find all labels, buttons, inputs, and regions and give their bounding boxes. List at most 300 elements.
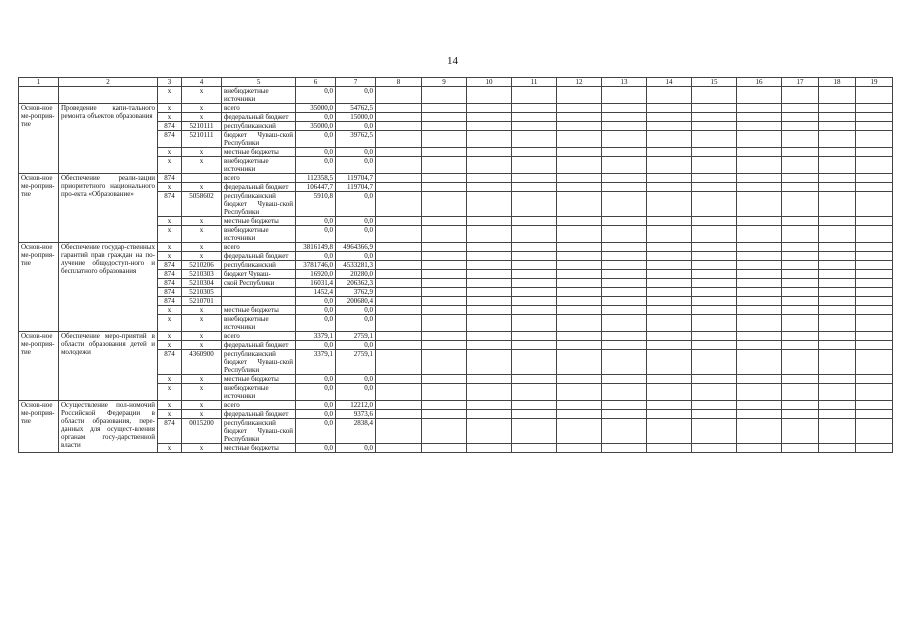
funding-source-cell: внебюджетные источники xyxy=(222,315,296,332)
empty-cell xyxy=(737,350,782,375)
empty-cell xyxy=(557,183,602,192)
empty-cell xyxy=(782,174,819,183)
empty-cell xyxy=(692,419,737,444)
empty-cell xyxy=(819,113,856,122)
empty-cell xyxy=(737,252,782,261)
amount-col7-cell: 0,0 xyxy=(336,341,376,350)
empty-cell xyxy=(692,148,737,157)
empty-cell xyxy=(856,192,893,217)
empty-cell xyxy=(647,419,692,444)
admin-code-cell: 874 xyxy=(158,270,182,279)
empty-cell xyxy=(782,87,819,104)
funding-source-cell: федеральный бюджет xyxy=(222,252,296,261)
admin-code-cell: x xyxy=(158,217,182,226)
empty-cell xyxy=(819,87,856,104)
funding-source-cell: внебюджетные источники xyxy=(222,384,296,401)
budget-code-cell: 5210111 xyxy=(182,131,222,148)
empty-cell xyxy=(856,419,893,444)
empty-cell xyxy=(692,332,737,341)
empty-cell xyxy=(467,148,512,157)
empty-cell xyxy=(647,113,692,122)
empty-cell xyxy=(512,183,557,192)
empty-cell xyxy=(692,122,737,131)
amount-col6-cell: 0,0 xyxy=(296,252,336,261)
empty-cell xyxy=(467,350,512,375)
funding-source-cell: всего xyxy=(222,332,296,341)
empty-cell xyxy=(647,444,692,453)
empty-cell xyxy=(602,174,647,183)
empty-cell xyxy=(602,217,647,226)
empty-cell xyxy=(647,183,692,192)
empty-cell xyxy=(737,148,782,157)
amount-col7-cell: 9373,6 xyxy=(336,410,376,419)
empty-cell xyxy=(557,410,602,419)
empty-cell xyxy=(737,104,782,113)
empty-cell xyxy=(376,148,422,157)
empty-cell xyxy=(692,87,737,104)
column-number: 13 xyxy=(602,78,647,87)
empty-cell xyxy=(422,384,467,401)
admin-code-cell: x xyxy=(158,148,182,157)
empty-cell xyxy=(376,226,422,243)
empty-cell xyxy=(692,375,737,384)
amount-col6-cell: 106447,7 xyxy=(296,183,336,192)
empty-cell xyxy=(467,444,512,453)
empty-cell xyxy=(422,104,467,113)
empty-cell xyxy=(782,444,819,453)
amount-col7-cell: 0,0 xyxy=(336,226,376,243)
empty-cell xyxy=(782,226,819,243)
empty-cell xyxy=(422,332,467,341)
empty-cell xyxy=(819,315,856,332)
empty-cell xyxy=(782,122,819,131)
budget-code-cell: 5210303 xyxy=(182,270,222,279)
empty-cell xyxy=(557,297,602,306)
empty-cell xyxy=(856,315,893,332)
funding-source-cell: всего xyxy=(222,243,296,252)
empty-cell xyxy=(422,341,467,350)
measure-type-cell xyxy=(19,87,59,104)
empty-cell xyxy=(647,288,692,297)
amount-col7-cell: 2759,1 xyxy=(336,332,376,341)
empty-cell xyxy=(819,183,856,192)
empty-cell xyxy=(856,157,893,174)
column-number: 5 xyxy=(222,78,296,87)
empty-cell xyxy=(512,252,557,261)
empty-cell xyxy=(856,332,893,341)
empty-cell xyxy=(737,401,782,410)
funding-source-cell: местные бюджеты xyxy=(222,306,296,315)
budget-code-cell: x xyxy=(182,444,222,453)
empty-cell xyxy=(422,297,467,306)
empty-cell xyxy=(856,270,893,279)
empty-cell xyxy=(737,87,782,104)
empty-cell xyxy=(512,104,557,113)
amount-col7-cell: 0,0 xyxy=(336,157,376,174)
empty-cell xyxy=(512,131,557,148)
empty-cell xyxy=(467,288,512,297)
empty-cell xyxy=(819,279,856,288)
empty-cell xyxy=(602,87,647,104)
empty-cell xyxy=(737,217,782,226)
empty-cell xyxy=(692,288,737,297)
funding-source-cell: республиканский бюджет Чуваш-ской Республики xyxy=(222,419,296,444)
empty-cell xyxy=(512,341,557,350)
empty-cell xyxy=(602,183,647,192)
empty-cell xyxy=(376,306,422,315)
empty-cell xyxy=(856,306,893,315)
funding-source-cell: федеральный бюджет xyxy=(222,113,296,122)
amount-col6-cell: 0,0 xyxy=(296,384,336,401)
empty-cell xyxy=(782,306,819,315)
empty-cell xyxy=(376,350,422,375)
budget-code-cell: 5210305 xyxy=(182,288,222,297)
empty-cell xyxy=(422,174,467,183)
amount-col7-cell: 0,0 xyxy=(336,444,376,453)
empty-cell xyxy=(647,131,692,148)
empty-cell xyxy=(467,122,512,131)
budget-code-cell: x xyxy=(182,306,222,315)
amount-col7-cell: 119704,7 xyxy=(336,183,376,192)
empty-cell xyxy=(602,419,647,444)
funding-source-cell xyxy=(222,297,296,306)
empty-cell xyxy=(782,401,819,410)
admin-code-cell: 874 xyxy=(158,288,182,297)
empty-cell xyxy=(647,279,692,288)
empty-cell xyxy=(647,350,692,375)
amount-col7-cell: 0,0 xyxy=(336,252,376,261)
empty-cell xyxy=(376,315,422,332)
empty-cell xyxy=(467,341,512,350)
empty-cell xyxy=(647,332,692,341)
admin-code-cell: x xyxy=(158,252,182,261)
empty-cell xyxy=(737,384,782,401)
empty-cell xyxy=(737,131,782,148)
empty-cell xyxy=(856,243,893,252)
admin-code-cell: x xyxy=(158,157,182,174)
admin-code-cell: x xyxy=(158,104,182,113)
amount-col7-cell: 0,0 xyxy=(336,148,376,157)
column-number: 4 xyxy=(182,78,222,87)
admin-code-cell: x xyxy=(158,243,182,252)
empty-cell xyxy=(782,252,819,261)
empty-cell xyxy=(557,270,602,279)
empty-cell xyxy=(376,375,422,384)
empty-cell xyxy=(692,350,737,375)
empty-cell xyxy=(647,306,692,315)
empty-cell xyxy=(512,401,557,410)
admin-code-cell: x xyxy=(158,341,182,350)
empty-cell xyxy=(819,270,856,279)
empty-cell xyxy=(376,410,422,419)
funding-source-cell: внебюджетные источники xyxy=(222,87,296,104)
empty-cell xyxy=(692,217,737,226)
empty-cell xyxy=(856,87,893,104)
funding-source-cell: внебюджетные источники xyxy=(222,226,296,243)
empty-cell xyxy=(782,192,819,217)
budget-code-cell: x xyxy=(182,157,222,174)
empty-cell xyxy=(557,157,602,174)
empty-cell xyxy=(376,332,422,341)
empty-cell xyxy=(737,332,782,341)
admin-code-cell: 874 xyxy=(158,297,182,306)
empty-cell xyxy=(819,226,856,243)
empty-cell xyxy=(422,87,467,104)
empty-cell xyxy=(737,183,782,192)
amount-col7-cell: 200680,4 xyxy=(336,297,376,306)
empty-cell xyxy=(737,192,782,217)
budget-code-cell: x xyxy=(182,217,222,226)
empty-cell xyxy=(782,315,819,332)
measure-type-cell: Основ-ное ме-роприя-тие xyxy=(19,104,59,174)
empty-cell xyxy=(376,183,422,192)
empty-cell xyxy=(557,104,602,113)
empty-cell xyxy=(557,444,602,453)
empty-cell xyxy=(467,297,512,306)
empty-cell xyxy=(856,217,893,226)
admin-code-cell: x xyxy=(158,444,182,453)
measure-type-cell: Основ-ное ме-роприя-тие xyxy=(19,332,59,401)
empty-cell xyxy=(602,157,647,174)
empty-cell xyxy=(557,306,602,315)
funding-source-cell: всего xyxy=(222,104,296,113)
page-number: 14 xyxy=(447,55,458,67)
empty-cell xyxy=(422,401,467,410)
column-number: 9 xyxy=(422,78,467,87)
empty-cell xyxy=(467,384,512,401)
empty-cell xyxy=(376,401,422,410)
empty-cell xyxy=(647,252,692,261)
empty-cell xyxy=(819,419,856,444)
empty-cell xyxy=(856,401,893,410)
empty-cell xyxy=(692,243,737,252)
empty-cell xyxy=(856,288,893,297)
empty-cell xyxy=(737,279,782,288)
empty-cell xyxy=(557,375,602,384)
empty-cell xyxy=(602,270,647,279)
empty-cell xyxy=(512,148,557,157)
funding-source-cell: местные бюджеты xyxy=(222,148,296,157)
funding-source-cell: внебюджетные источники xyxy=(222,157,296,174)
empty-cell xyxy=(692,174,737,183)
empty-cell xyxy=(737,157,782,174)
empty-cell xyxy=(467,217,512,226)
empty-cell xyxy=(557,226,602,243)
empty-cell xyxy=(782,270,819,279)
empty-cell xyxy=(557,279,602,288)
empty-cell xyxy=(376,174,422,183)
empty-cell xyxy=(557,419,602,444)
column-number: 7 xyxy=(336,78,376,87)
empty-cell xyxy=(856,384,893,401)
empty-cell xyxy=(557,192,602,217)
empty-cell xyxy=(692,401,737,410)
budget-table xyxy=(18,77,893,453)
amount-col6-cell: 0,0 xyxy=(296,297,336,306)
budget-code-cell: x xyxy=(182,401,222,410)
empty-cell xyxy=(782,297,819,306)
empty-cell xyxy=(782,419,819,444)
empty-cell xyxy=(602,401,647,410)
funding-source-cell: бюджет Чуваш-ской Республики xyxy=(222,131,296,148)
empty-cell xyxy=(557,401,602,410)
empty-cell xyxy=(512,243,557,252)
empty-cell xyxy=(819,341,856,350)
empty-cell xyxy=(737,297,782,306)
empty-cell xyxy=(376,217,422,226)
empty-cell xyxy=(737,419,782,444)
budget-code-cell: 5210206 xyxy=(182,261,222,270)
empty-cell xyxy=(422,419,467,444)
empty-cell xyxy=(512,174,557,183)
funding-source-cell: федеральный бюджет xyxy=(222,341,296,350)
amount-col7-cell: 0,0 xyxy=(336,217,376,226)
empty-cell xyxy=(782,279,819,288)
empty-cell xyxy=(819,148,856,157)
empty-cell xyxy=(647,297,692,306)
empty-cell xyxy=(856,350,893,375)
empty-cell xyxy=(737,122,782,131)
amount-col6-cell: 0,0 xyxy=(296,315,336,332)
empty-cell xyxy=(647,174,692,183)
funding-source-cell: республиканский бюджет Чуваш-ской Республики xyxy=(222,192,296,217)
empty-cell xyxy=(692,306,737,315)
table-row xyxy=(19,174,893,183)
empty-cell xyxy=(467,131,512,148)
empty-cell xyxy=(512,279,557,288)
empty-cell xyxy=(819,444,856,453)
empty-cell xyxy=(819,157,856,174)
empty-cell xyxy=(467,261,512,270)
empty-cell xyxy=(512,270,557,279)
empty-cell xyxy=(819,217,856,226)
empty-cell xyxy=(557,87,602,104)
empty-cell xyxy=(737,270,782,279)
empty-cell xyxy=(512,192,557,217)
empty-cell xyxy=(647,148,692,157)
amount-col7-cell: 0,0 xyxy=(336,384,376,401)
empty-cell xyxy=(467,104,512,113)
budget-code-cell: x xyxy=(182,252,222,261)
empty-cell xyxy=(737,375,782,384)
empty-cell xyxy=(512,306,557,315)
empty-cell xyxy=(782,104,819,113)
empty-cell xyxy=(782,148,819,157)
table-row xyxy=(19,104,893,113)
empty-cell xyxy=(557,261,602,270)
empty-cell xyxy=(512,375,557,384)
funding-source-cell: федеральный бюджет xyxy=(222,410,296,419)
empty-cell xyxy=(557,148,602,157)
empty-cell xyxy=(856,279,893,288)
empty-cell xyxy=(512,217,557,226)
empty-cell xyxy=(782,261,819,270)
empty-cell xyxy=(422,288,467,297)
empty-cell xyxy=(376,192,422,217)
empty-cell xyxy=(737,113,782,122)
amount-col6-cell: 35000,0 xyxy=(296,104,336,113)
amount-col7-cell: 0,0 xyxy=(336,315,376,332)
empty-cell xyxy=(819,401,856,410)
empty-cell xyxy=(602,444,647,453)
budget-code-cell: 4360900 xyxy=(182,350,222,375)
empty-cell xyxy=(819,306,856,315)
amount-col7-cell: 2759,1 xyxy=(336,350,376,375)
empty-cell xyxy=(467,157,512,174)
empty-cell xyxy=(647,226,692,243)
empty-cell xyxy=(557,217,602,226)
budget-code-cell: x xyxy=(182,375,222,384)
amount-col6-cell: 0,0 xyxy=(296,341,336,350)
empty-cell xyxy=(376,419,422,444)
measure-type-cell: Основ-ное ме-роприя-тие xyxy=(19,174,59,243)
empty-cell xyxy=(692,444,737,453)
empty-cell xyxy=(376,297,422,306)
empty-cell xyxy=(557,174,602,183)
admin-code-cell: x xyxy=(158,306,182,315)
empty-cell xyxy=(467,174,512,183)
empty-cell xyxy=(376,122,422,131)
empty-cell xyxy=(376,444,422,453)
empty-cell xyxy=(692,297,737,306)
column-number: 2 xyxy=(59,78,158,87)
empty-cell xyxy=(647,315,692,332)
empty-cell xyxy=(422,131,467,148)
empty-cell xyxy=(422,226,467,243)
empty-cell xyxy=(647,122,692,131)
budget-code-cell: x xyxy=(182,148,222,157)
measure-name-cell: Проведение капи-тального ремонта объектов образования xyxy=(59,104,158,174)
amount-col6-cell: 0,0 xyxy=(296,226,336,243)
budget-code-cell: x xyxy=(182,332,222,341)
budget-code-cell: x xyxy=(182,226,222,243)
empty-cell xyxy=(602,252,647,261)
empty-cell xyxy=(819,332,856,341)
column-number: 14 xyxy=(647,78,692,87)
budget-code-cell: x xyxy=(182,87,222,104)
empty-cell xyxy=(737,243,782,252)
empty-cell xyxy=(692,384,737,401)
empty-cell xyxy=(512,122,557,131)
amount-col7-cell: 54762,5 xyxy=(336,104,376,113)
empty-cell xyxy=(819,410,856,419)
amount-col7-cell: 206362,3 xyxy=(336,279,376,288)
funding-source-cell: республиканский xyxy=(222,122,296,131)
funding-source-cell: ской Республики xyxy=(222,279,296,288)
empty-cell xyxy=(856,174,893,183)
empty-cell xyxy=(602,332,647,341)
empty-cell xyxy=(376,288,422,297)
empty-cell xyxy=(467,375,512,384)
funding-source-cell: всего xyxy=(222,174,296,183)
empty-cell xyxy=(819,252,856,261)
empty-cell xyxy=(376,341,422,350)
budget-code-cell: 5210111 xyxy=(182,122,222,131)
empty-cell xyxy=(782,288,819,297)
empty-cell xyxy=(602,261,647,270)
amount-col6-cell: 16031,4 xyxy=(296,279,336,288)
empty-cell xyxy=(467,183,512,192)
empty-cell xyxy=(422,270,467,279)
empty-cell xyxy=(856,113,893,122)
empty-cell xyxy=(647,375,692,384)
amount-col7-cell: 15000,0 xyxy=(336,113,376,122)
empty-cell xyxy=(647,192,692,217)
column-number-row xyxy=(19,78,893,87)
budget-code-cell: x xyxy=(182,315,222,332)
empty-cell xyxy=(512,297,557,306)
column-number: 18 xyxy=(819,78,856,87)
